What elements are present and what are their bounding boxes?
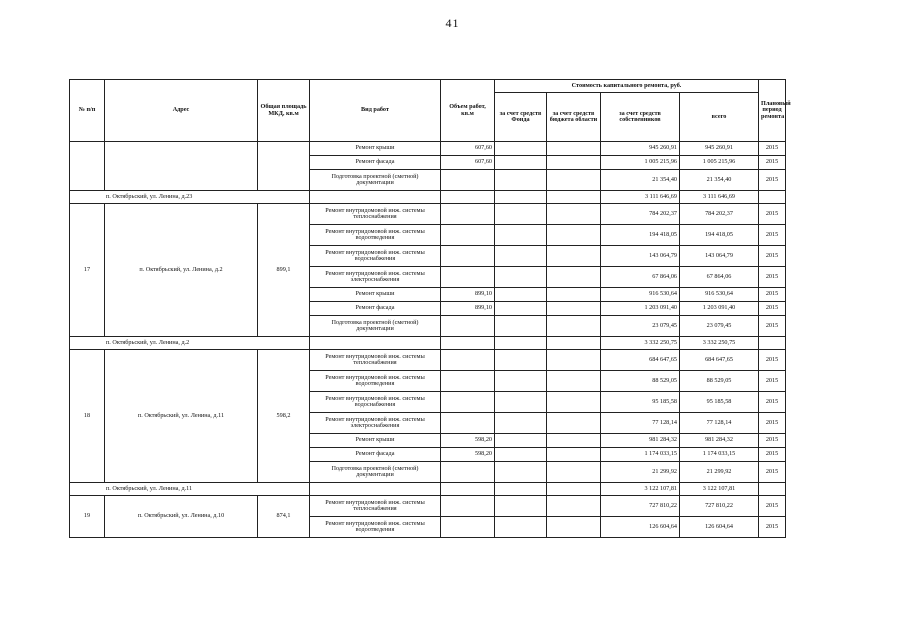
subtotal-owners: 3 111 646,69 [601,191,680,204]
work-type-cell: Ремонт внутридомовой инж. системы теплоснабжения [310,496,441,517]
total-cell: 1 174 033,15 [680,448,759,462]
fund-cell [495,413,547,434]
budget-cell [547,267,601,288]
fund-cell [495,462,547,483]
subtotal-fund-cell [495,483,547,496]
period-cell: 2015 [759,496,786,517]
fund-cell [495,350,547,371]
volume-cell: 607,60 [441,142,495,156]
work-type-cell: Подготовка проектной (сметной) документации [310,316,441,337]
col-work-type-header: Вид работ [310,80,441,142]
page-number: 41 [445,16,460,30]
subtotal-work-cell [310,337,441,350]
area-cell: 874,1 [258,496,310,538]
fund-cell [495,288,547,302]
total-cell: 727 810,22 [680,496,759,517]
budget-cell [547,316,601,337]
subtotal-total: 3 111 646,69 [680,191,759,204]
fund-cell [495,170,547,191]
subtotal-period-cell [759,483,786,496]
table-header [70,80,791,142]
owners-cell: 1 005 215,96 [601,156,680,170]
address-cell: п. Октябрьский, ул. Ленина, д.10 [105,496,258,538]
volume-cell: 607,60 [441,156,495,170]
total-cell: 945 260,91 [680,142,759,156]
table-row [70,142,786,156]
owners-cell: 21 354,40 [601,170,680,191]
col-budget-header: за счет средств бюджета области [547,93,601,142]
fund-cell [495,302,547,316]
work-type-cell: Ремонт внутридомовой инж. системы водоснабжения [310,246,441,267]
total-cell: 1 005 215,96 [680,156,759,170]
budget-cell [547,225,601,246]
subtotal-owners: 3 332 250,75 [601,337,680,350]
total-cell: 784 202,37 [680,204,759,225]
budget-cell [547,204,601,225]
subtotal-row [70,483,786,496]
table-row [70,204,786,225]
period-cell: 2015 [759,448,786,462]
fund-cell [495,316,547,337]
area-cell [258,142,310,191]
fund-cell [495,246,547,267]
period-cell: 2015 [759,288,786,302]
period-cell: 2015 [759,156,786,170]
work-type-cell: Ремонт крыши [310,434,441,448]
owners-cell: 981 284,32 [601,434,680,448]
work-type-cell: Ремонт фасада [310,302,441,316]
work-type-cell: Ремонт внутридомовой инж. системы теплоснабжения [310,204,441,225]
owners-cell: 67 864,06 [601,267,680,288]
period-cell: 2015 [759,350,786,371]
volume-cell: 598,20 [441,448,495,462]
area-cell: 598,2 [258,350,310,483]
work-type-cell: Ремонт внутридомовой инж. системы теплоснабжения [310,350,441,371]
fund-cell [495,204,547,225]
period-cell: 2015 [759,170,786,191]
owners-cell: 21 299,92 [601,462,680,483]
subtotal-row [70,191,786,204]
col-cost-group-header: Стоимость капитального ремонта, руб. [495,80,759,93]
row-number-cell [70,142,105,191]
col-address-header: Адрес [105,80,258,142]
fund-cell [495,496,547,517]
budget-cell [547,371,601,392]
subtotal-volume-cell [441,191,495,204]
budget-cell [547,350,601,371]
row-number-cell: 19 [70,496,105,538]
subtotal-total: 3 122 107,81 [680,483,759,496]
owners-cell: 194 418,05 [601,225,680,246]
owners-cell: 784 202,37 [601,204,680,225]
period-cell: 2015 [759,517,786,538]
volume-cell [441,316,495,337]
budget-cell [547,462,601,483]
owners-cell: 1 174 033,15 [601,448,680,462]
address-cell: п. Октябрьский, ул. Ленина, д.2 [105,204,258,337]
period-cell: 2015 [759,316,786,337]
total-cell: 981 284,32 [680,434,759,448]
fund-cell [495,225,547,246]
work-type-cell: Ремонт внутридомовой инж. системы водоотведения [310,225,441,246]
total-cell: 21 354,40 [680,170,759,191]
subtotal-total: 3 332 250,75 [680,337,759,350]
volume-cell [441,496,495,517]
row-number-cell: 18 [70,350,105,483]
owners-cell: 77 128,14 [601,413,680,434]
total-cell: 143 064,79 [680,246,759,267]
period-cell: 2015 [759,434,786,448]
work-type-cell: Ремонт фасада [310,156,441,170]
total-cell: 23 079,45 [680,316,759,337]
work-type-cell: Ремонт крыши [310,142,441,156]
col-num-header: № п/п [70,80,105,142]
volume-cell: 899,10 [441,288,495,302]
budget-cell [547,302,601,316]
owners-cell: 727 810,22 [601,496,680,517]
col-owners-header: за счет средств собственников [601,93,680,142]
total-cell: 95 185,58 [680,392,759,413]
fund-cell [495,517,547,538]
total-cell: 916 530,64 [680,288,759,302]
subtotal-period-cell [759,337,786,350]
budget-cell [547,448,601,462]
col-area-header: Общая площадь МКД, кв.м [258,80,310,142]
budget-cell [547,496,601,517]
work-type-cell: Ремонт фасада [310,448,441,462]
table-body [70,142,786,538]
total-cell: 88 529,05 [680,371,759,392]
period-cell: 2015 [759,204,786,225]
volume-cell [441,413,495,434]
total-cell: 194 418,05 [680,225,759,246]
volume-cell [441,371,495,392]
owners-cell: 945 260,91 [601,142,680,156]
work-type-cell: Подготовка проектной (сметной) документации [310,462,441,483]
period-cell: 2015 [759,267,786,288]
col-volume-header: Объем работ, кв.м [441,80,495,142]
owners-cell: 23 079,45 [601,316,680,337]
budget-cell [547,246,601,267]
subtotal-fund-cell [495,191,547,204]
volume-cell [441,350,495,371]
subtotal-budget-cell [547,483,601,496]
budget-cell [547,142,601,156]
fund-cell [495,142,547,156]
total-cell: 21 299,92 [680,462,759,483]
volume-cell [441,204,495,225]
work-type-cell: Ремонт крыши [310,288,441,302]
owners-cell: 916 530,64 [601,288,680,302]
work-type-cell: Ремонт внутридомовой инж. системы водоотведения [310,517,441,538]
fund-cell [495,267,547,288]
fund-cell [495,434,547,448]
subtotal-label: п. Октябрьский, ул. Ленина, д.2 [70,337,310,350]
work-type-cell: Ремонт внутридомовой инж. системы электроснабжения [310,267,441,288]
col-total-header: всего [680,93,759,142]
fund-cell [495,448,547,462]
subtotal-budget-cell [547,191,601,204]
total-cell: 67 864,06 [680,267,759,288]
total-cell: 126 604,64 [680,517,759,538]
owners-cell: 88 529,05 [601,371,680,392]
subtotal-label: п. Октябрьский, ул. Ленина, д.11 [70,483,310,496]
period-cell: 2015 [759,462,786,483]
owners-cell: 95 185,58 [601,392,680,413]
owners-cell: 143 064,79 [601,246,680,267]
budget-cell [547,170,601,191]
volume-cell: 899,10 [441,302,495,316]
volume-cell [441,392,495,413]
period-cell: 2015 [759,142,786,156]
budget-cell [547,288,601,302]
volume-cell [441,225,495,246]
work-type-cell: Ремонт внутридомовой инж. системы электроснабжения [310,413,441,434]
row-number-cell: 17 [70,204,105,337]
address-cell [105,142,258,191]
period-cell: 2015 [759,413,786,434]
period-cell: 2015 [759,371,786,392]
subtotal-period-cell [759,191,786,204]
subtotal-budget-cell [547,337,601,350]
owners-cell: 126 604,64 [601,517,680,538]
owners-cell: 684 647,65 [601,350,680,371]
volume-cell [441,246,495,267]
budget-cell [547,413,601,434]
subtotal-volume-cell [441,337,495,350]
work-type-cell: Ремонт внутридомовой инж. системы водоснабжения [310,392,441,413]
volume-cell [441,517,495,538]
col-period-header: Плановый период ремонта [759,80,786,142]
fund-cell [495,392,547,413]
budget-cell [547,434,601,448]
period-cell: 2015 [759,302,786,316]
table-row [70,350,786,371]
work-type-cell: Подготовка проектной (сметной) документации [310,170,441,191]
period-cell: 2015 [759,392,786,413]
budget-cell [547,392,601,413]
budget-cell [547,517,601,538]
subtotal-volume-cell [441,483,495,496]
total-cell: 1 203 091,40 [680,302,759,316]
subtotal-work-cell [310,191,441,204]
period-cell: 2015 [759,246,786,267]
fund-cell [495,156,547,170]
subtotal-owners: 3 122 107,81 [601,483,680,496]
area-cell: 899,1 [258,204,310,337]
address-cell: п. Октябрьский, ул. Ленина, д.11 [105,350,258,483]
budget-cell [547,156,601,170]
subtotal-label: п. Октябрьский, ул. Ленина, д.23 [70,191,310,204]
period-cell: 2015 [759,225,786,246]
volume-cell [441,462,495,483]
subtotal-row [70,337,786,350]
table-row [70,496,786,517]
subtotal-work-cell [310,483,441,496]
total-cell: 77 128,14 [680,413,759,434]
fund-cell [495,371,547,392]
volume-cell [441,267,495,288]
work-type-cell: Ремонт внутридомовой инж. системы водоотведения [310,371,441,392]
subtotal-fund-cell [495,337,547,350]
capital-repair-table [69,79,791,538]
owners-cell: 1 203 091,40 [601,302,680,316]
col-fund-header: за счет средств Фонда [495,93,547,142]
total-cell: 684 647,65 [680,350,759,371]
volume-cell [441,170,495,191]
volume-cell: 598,20 [441,434,495,448]
